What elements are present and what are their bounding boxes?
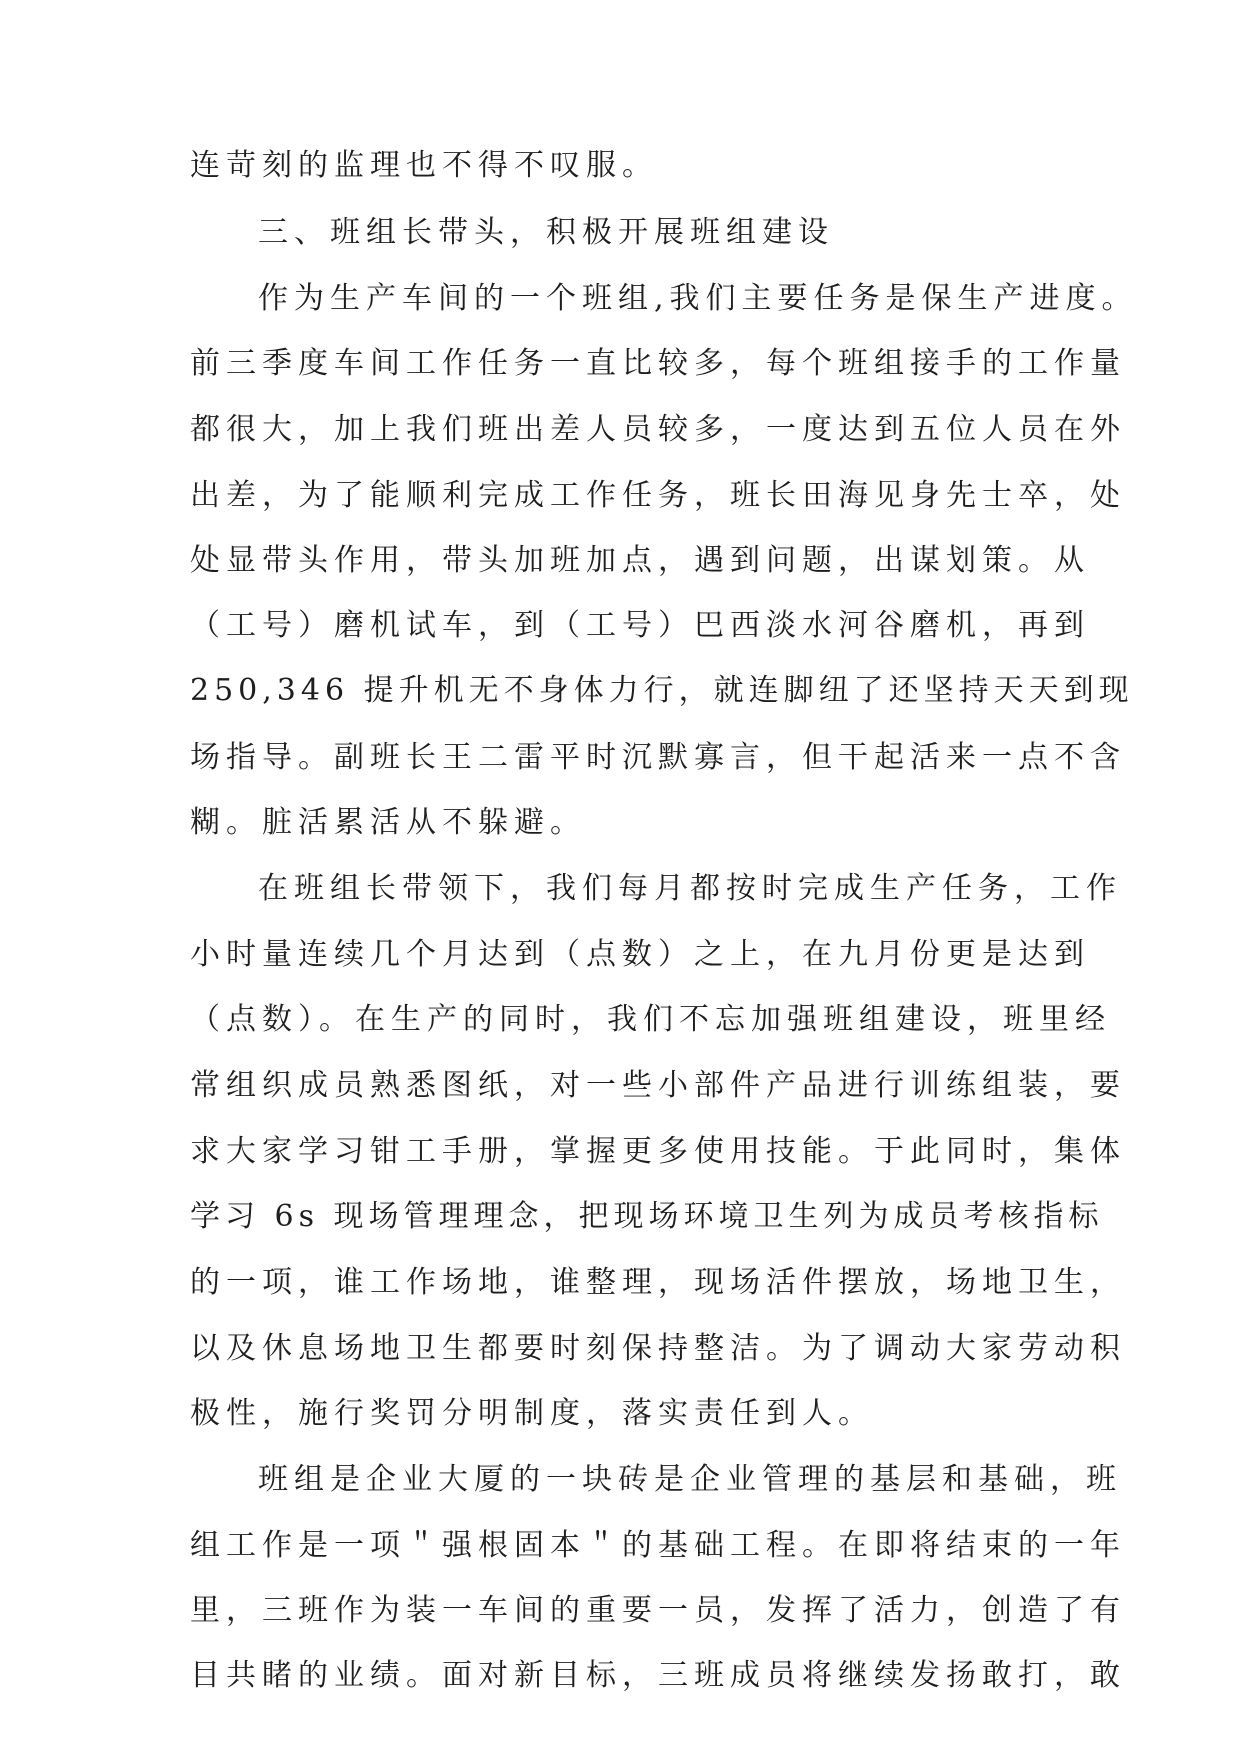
text-line: 目共睹的业绩。面对新目标，三班成员将继续发扬敢打，敢 [190, 1658, 1126, 1693]
text-line: 糊。脏活累活从不躲避。 [190, 805, 586, 840]
text-line: 求大家学习钳工手册，掌握更多使用技能。于此同时，集体 [190, 1134, 1126, 1169]
text-line: 都很大，加上我们班出差人员较多，一度达到五位人员在外 [190, 412, 1126, 447]
text-line: 以及休息场地卫生都要时刻保持整洁。为了调动大家劳动积 [190, 1331, 1126, 1366]
text-line: 常组织成员熟悉图纸，对一些小部件产品进行训练组装，要 [190, 1068, 1126, 1103]
section-heading: 三、班组长带头，积极开展班组建设 [258, 215, 834, 250]
text-line: 前三季度车间工作任务一直比较多，每个班组接手的工作量 [190, 346, 1126, 381]
text-line: 组工作是一项＂强根固本＂的基础工程。在即将结束的一年 [190, 1528, 1126, 1563]
text-line: 里，三班作为装一车间的重要一员，发挥了活力，创造了有 [190, 1593, 1126, 1628]
text-line: 场指导。副班长王二雷平时沉默寡言，但干起活来一点不含 [190, 740, 1126, 775]
text-line: 作为生产车间的一个班组,我们主要任务是保生产进度。 [258, 281, 1138, 316]
text-line: （点数）。在生产的同时，我们不忘加强班组建设，班里经 [190, 1002, 1111, 1037]
text-line: 学习 6s 现场管理理念，把现场环境卫生列为成员考核指标 [190, 1199, 1104, 1234]
text-line: 连苛刻的监理也不得不叹服。 [190, 148, 658, 183]
text-line: 250,346 提升机无不身体力行，就连脚纽了还坚持天天到现 [190, 673, 1134, 708]
text-line: 极性，施行奖罚分明制度，落实责任到人。 [190, 1396, 874, 1431]
text-line: 的一项，谁工作场地，谁整理，现场活件摆放，场地卫生， [190, 1265, 1126, 1300]
text-line: 班组是企业大厦的一块砖是企业管理的基层和基础，班 [258, 1462, 1122, 1497]
text-line: （工号）磨机试车，到（工号）巴西淡水河谷磨机，再到 [190, 608, 1090, 643]
text-line: 处显带头作用，带头加班加点，遇到问题，出谋划策。从 [190, 543, 1090, 578]
text-line: 小时量连续几个月达到（点数）之上，在九月份更是达到 [190, 937, 1090, 972]
text-line: 出差，为了能顺利完成工作任务，班长田海见身先士卒，处 [190, 478, 1126, 513]
text-line: 在班组长带领下，我们每月都按时完成生产任务，工作 [258, 871, 1122, 906]
